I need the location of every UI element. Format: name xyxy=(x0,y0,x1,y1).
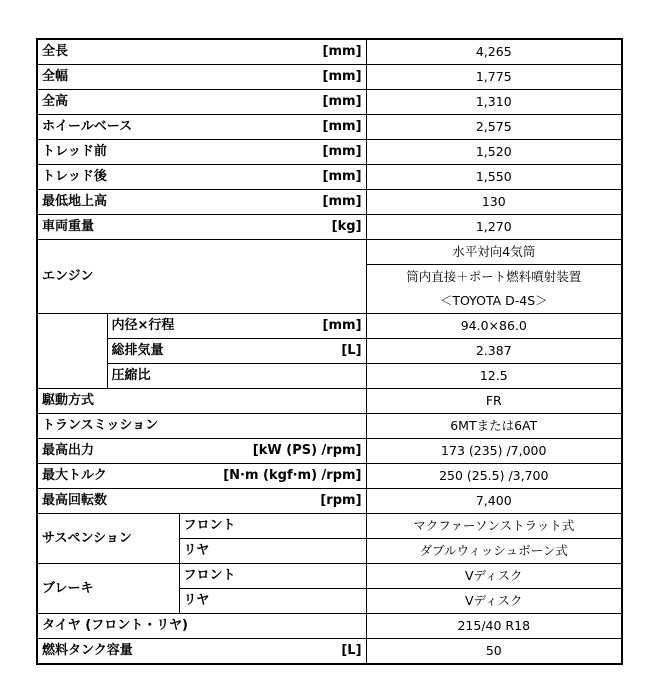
label-brakes-front: フロント xyxy=(179,564,366,589)
table-row xyxy=(37,614,622,639)
value-max-rpm: 7,400 xyxy=(366,489,622,514)
label-wheelbase: ホイールベース [mm] xyxy=(37,115,366,140)
table-row xyxy=(37,639,622,665)
value-drive: FR xyxy=(366,389,622,414)
value-engine-type: 水平対向4気筒 xyxy=(366,240,622,265)
table-row xyxy=(37,65,622,90)
label-max-rpm: 最高回転数 [rpm] xyxy=(37,489,366,514)
engine-indent-cell xyxy=(37,314,107,389)
label-suspension: サスペンション xyxy=(37,514,179,564)
value-curb-weight: 1,270 xyxy=(366,215,622,240)
label-engine: エンジン xyxy=(37,240,366,314)
table-row xyxy=(37,240,622,265)
value-tread-front: 1,520 xyxy=(366,140,622,165)
table-row xyxy=(37,514,622,539)
label-ground-clearance: 最低地上高 [mm] xyxy=(37,190,366,215)
value-ground-clearance: 130 xyxy=(366,190,622,215)
table-row xyxy=(37,115,622,140)
value-suspension-front: マクファーソンストラット式 xyxy=(366,514,622,539)
table-row xyxy=(37,314,622,339)
label-bore-stroke: 内径×行程 [mm] xyxy=(107,314,366,339)
value-compression: 12.5 xyxy=(366,364,622,389)
value-tread-rear: 1,550 xyxy=(366,165,622,190)
value-brakes-front: Vディスク xyxy=(366,564,622,589)
table-row xyxy=(37,39,622,65)
label-overall-width: 全幅 [mm] xyxy=(37,65,366,90)
label-fuel-tank: 燃料タンク容量 [L] xyxy=(37,639,366,665)
table-row xyxy=(37,140,622,165)
label-transmission: トランスミッション xyxy=(37,414,366,439)
label-tires: タイヤ (フロント・リヤ) xyxy=(37,614,366,639)
label-max-power: 最高出力 [kW (PS) /rpm] xyxy=(37,439,366,464)
value-fuel-tank: 50 xyxy=(366,639,622,665)
table-row xyxy=(37,364,622,389)
value-max-power: 173 (235) /7,000 xyxy=(366,439,622,464)
value-brakes-rear: Vディスク xyxy=(366,589,622,614)
label-tread-front: トレッド前 [mm] xyxy=(37,140,366,165)
table-row xyxy=(37,215,622,240)
label-displacement: 総排気量 [L] xyxy=(107,339,366,364)
label-brakes: ブレーキ xyxy=(37,564,179,614)
label-compression: 圧縮比 xyxy=(107,364,366,389)
label-max-torque: 最大トルク [N·m (kgf·m) /rpm] xyxy=(37,464,366,489)
table-row xyxy=(37,165,622,190)
value-engine-d4s: ＜TOYOTA D-4S＞ xyxy=(366,289,622,314)
table-row xyxy=(37,190,622,215)
value-overall-height: 1,310 xyxy=(366,90,622,115)
value-overall-width: 1,775 xyxy=(366,65,622,90)
table-row xyxy=(37,464,622,489)
table-row xyxy=(37,389,622,414)
table-row xyxy=(37,414,622,439)
label-suspension-rear: リヤ xyxy=(179,539,366,564)
label-overall-length: 全長 [mm] xyxy=(37,39,366,65)
value-bore-stroke: 94.0×86.0 xyxy=(366,314,622,339)
label-drive: 駆動方式 xyxy=(37,389,366,414)
label-tread-rear: トレッド後 [mm] xyxy=(37,165,366,190)
spec-table xyxy=(36,38,623,665)
table-row xyxy=(37,564,622,589)
value-overall-length: 4,265 xyxy=(366,39,622,65)
table-row xyxy=(37,339,622,364)
table-row xyxy=(37,489,622,514)
value-tires: 215/40 R18 xyxy=(366,614,622,639)
table-row xyxy=(37,90,622,115)
value-wheelbase: 2,575 xyxy=(366,115,622,140)
value-engine-injection: 筒内直接＋ポート燃料噴射装置 xyxy=(366,265,622,290)
value-displacement: 2.387 xyxy=(366,339,622,364)
value-suspension-rear: ダブルウィッシュボーン式 xyxy=(366,539,622,564)
table-row xyxy=(37,439,622,464)
label-overall-height: 全高 [mm] xyxy=(37,90,366,115)
value-max-torque: 250 (25.5) /3,700 xyxy=(366,464,622,489)
label-curb-weight: 車両重量 [kg] xyxy=(37,215,366,240)
label-suspension-front: フロント xyxy=(179,514,366,539)
label-brakes-rear: リヤ xyxy=(179,589,366,614)
value-transmission: 6MTまたは6AT xyxy=(366,414,622,439)
